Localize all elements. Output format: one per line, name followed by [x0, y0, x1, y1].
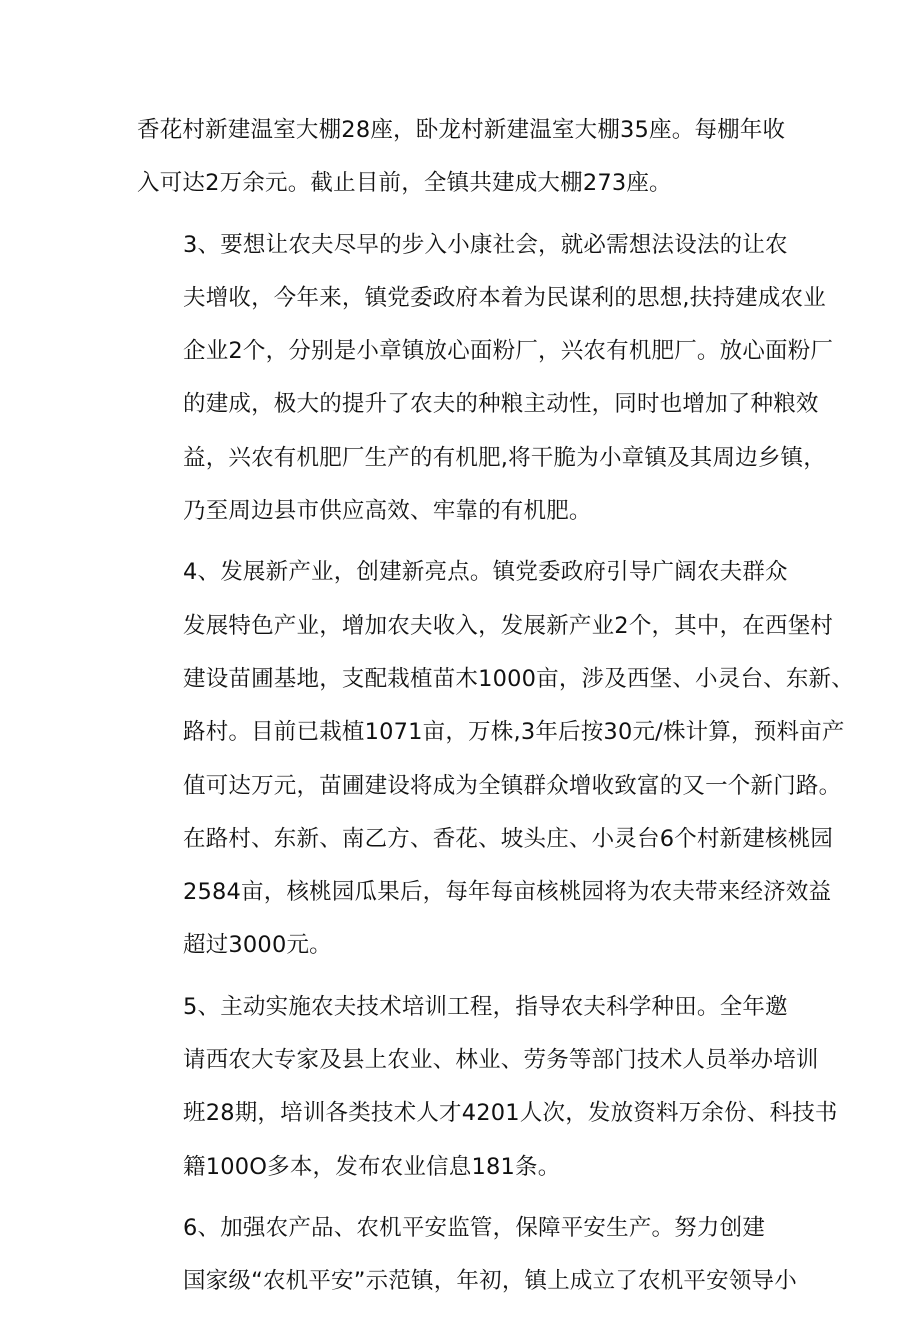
text-line: 夫增收，今年来，镇党委政府本着为民谋利的思想,扶持建成农业 — [183, 284, 826, 311]
text-line: 籍100O多本，发布农业信息181条。 — [183, 1153, 561, 1180]
paragraph-item-3 — [137, 219, 834, 539]
text-line: 请西农大专家及县上农业、林业、劳务等部门技术人员举办培训 — [183, 1047, 819, 1074]
text-line: 乃至周边县市供应高效、牢靠的有机肥。 — [183, 498, 592, 525]
text-line: 班28期，培训各类技术人才4201人次，发放资料万余份、科技书 — [183, 1100, 838, 1127]
text-line: 4、发展新产业，创建新亮点。镇党委政府引导广阔农夫群众 — [183, 559, 788, 586]
paragraph-greenhouse — [137, 104, 789, 211]
text-line: 5、主动实施农夫技术培训工程，指导农夫科学种田。全年邀 — [183, 993, 788, 1020]
document-body — [137, 104, 854, 1317]
text-line: 路村。目前已栽植1071亩，万株,3年后按30元/株计算，预料亩产 — [183, 719, 845, 746]
text-line: 香花村新建温室大棚28座，卧龙村新建温室大棚35座。每棚年收 — [137, 117, 786, 143]
paragraph-item-4 — [137, 546, 854, 972]
text-line: 的建成，极大的提升了农夫的种粮主动性，同时也增加了种粮效 — [183, 391, 819, 418]
text-line: 超过3000元。 — [183, 932, 332, 959]
text-line: 入可达2万余元。截止目前，全镇共建成大棚273座。 — [137, 170, 672, 197]
text-line: 3、要想让农夫尽早的步入小康社会，就必需想法设法的让农 — [183, 231, 788, 258]
text-line: 建设苗圃基地，支配栽植苗木1000亩，涉及西堡、小灵台、东新、 — [183, 665, 854, 692]
text-line: 发展特色产业，增加农夫收入，发展新产业2个，其中，在西堡村 — [183, 612, 834, 639]
text-line: 益，兴农有机肥厂生产的有机肥,将干脆为小章镇及其周边乡镇， — [183, 444, 826, 471]
text-line: 在路村、东新、南乙方、香花、坡头庄、小灵台6个村新建核桃园 — [183, 825, 834, 852]
text-line: 企业2个，分别是小章镇放心面粉厂，兴农有机肥厂。放心面粉厂 — [183, 338, 834, 365]
paragraph-item-5 — [137, 981, 838, 1194]
text-line: 值可达万元，苗圃建设将成为全镇群众增收致富的又一个新门路。 — [183, 772, 842, 799]
text-line: 6、加强农产品、农机平安监管，保障平安生产。努力创建 — [183, 1214, 766, 1241]
text-line: 国家级“农机平安”示范镇，年初，镇上成立了农机平安领导小 — [183, 1268, 797, 1295]
paragraph-item-6 — [137, 1202, 797, 1309]
text-line: 2584亩，核桃园瓜果后，每年每亩核桃园将为农夫带来经济效益 — [183, 879, 832, 906]
